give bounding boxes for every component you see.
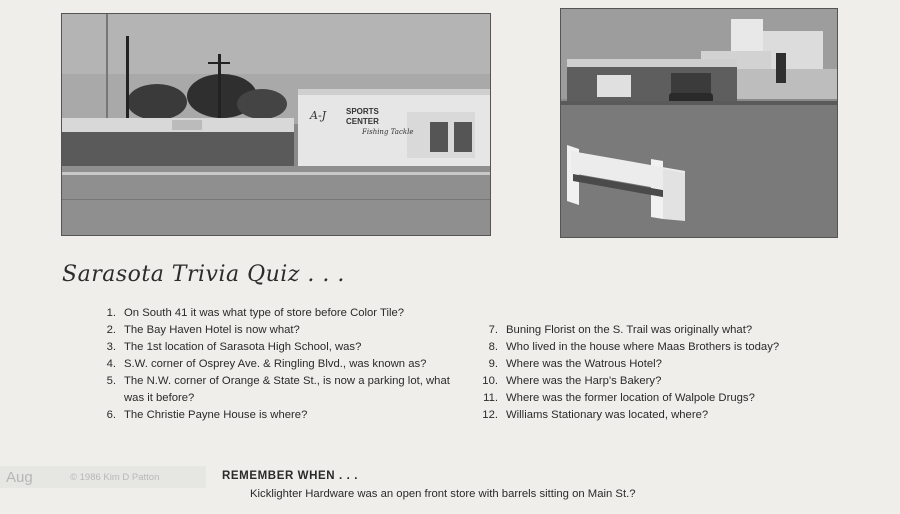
quiz-question bbox=[88, 305, 458, 322]
question-number: 9. bbox=[488, 358, 498, 370]
question-text: On South 41 it was what type of store before Color Tile? bbox=[124, 307, 405, 319]
quiz-question bbox=[88, 407, 458, 424]
watermark bbox=[0, 466, 206, 488]
question-list-right bbox=[470, 322, 850, 424]
quiz-question bbox=[470, 322, 850, 339]
question-text: S.W. corner of Osprey Ave. & Ringling Blvd., was known as? bbox=[124, 358, 427, 370]
remember-when-heading: REMEMBER WHEN . . . bbox=[222, 470, 358, 482]
question-text: The Christie Payne House is where? bbox=[124, 409, 308, 421]
quiz-title: Sarasota Trivia Quiz . . . bbox=[62, 262, 345, 287]
remember-when-text: Kicklighter Hardware was an open front store with barrels sitting on Main St.? bbox=[250, 488, 636, 500]
quiz-question bbox=[470, 407, 850, 424]
question-number: 8. bbox=[488, 341, 498, 353]
question-text: Who lived in the house where Maas Brothers is today? bbox=[506, 341, 780, 353]
question-text: Where was the Watrous Hotel? bbox=[506, 358, 662, 370]
photo-bench-hotel bbox=[560, 8, 838, 238]
question-text: The N.W. corner of Orange & State St., is now a parking lot, what was it before? bbox=[124, 375, 450, 404]
question-text: Where was the Harp's Bakery? bbox=[506, 375, 662, 387]
quiz-question bbox=[470, 390, 850, 407]
question-number: 3. bbox=[106, 341, 116, 353]
quiz-question bbox=[470, 356, 850, 373]
question-number: 7. bbox=[488, 324, 498, 336]
quiz-question bbox=[470, 339, 850, 356]
sign-line2: CENTER bbox=[346, 117, 379, 126]
quiz-question bbox=[88, 322, 458, 339]
watermark-copyright: © 1986 Kim D Patton bbox=[70, 471, 160, 483]
question-number: 11. bbox=[483, 392, 498, 404]
question-text: Williams Stationary was located, where? bbox=[506, 409, 709, 421]
quiz-question bbox=[88, 339, 458, 356]
question-number: 6. bbox=[106, 409, 116, 421]
question-number: 10. bbox=[482, 375, 498, 387]
sign-line3: Fishing Tackle bbox=[362, 128, 414, 136]
question-number: 5. bbox=[106, 375, 116, 387]
question-list-left bbox=[88, 305, 458, 424]
question-text: The Bay Haven Hotel is now what? bbox=[124, 324, 300, 336]
question-number: 1. bbox=[106, 307, 116, 319]
quiz-question bbox=[88, 373, 458, 407]
sign-brand: A-J bbox=[310, 109, 327, 122]
photo-sports-center bbox=[61, 13, 491, 236]
question-text: Where was the former location of Walpole Drugs? bbox=[506, 392, 755, 404]
quiz-question bbox=[88, 356, 458, 373]
question-number: 12. bbox=[482, 409, 498, 421]
question-number: 4. bbox=[106, 358, 116, 370]
watermark-month: Aug bbox=[6, 468, 33, 486]
question-text: Buning Florist on the S. Trail was originally what? bbox=[506, 324, 753, 336]
question-text: The 1st location of Sarasota High School, was? bbox=[124, 341, 362, 353]
sign-line1: SPORTS bbox=[346, 107, 379, 116]
quiz-question bbox=[470, 373, 850, 390]
question-number: 2. bbox=[106, 324, 116, 336]
